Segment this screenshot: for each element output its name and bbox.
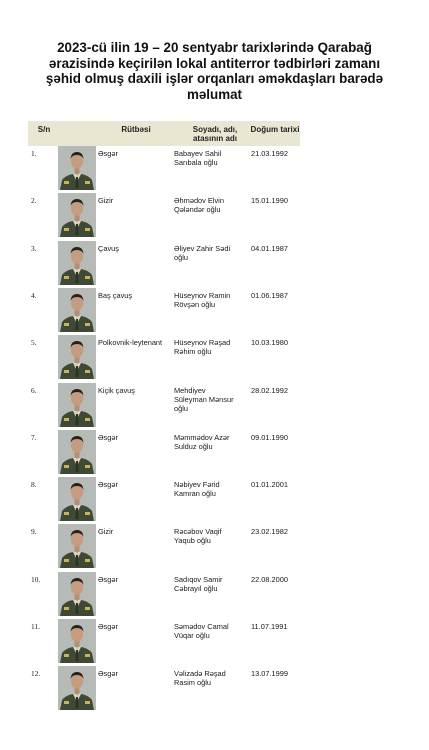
name-line: Rasim oğlu bbox=[174, 678, 211, 688]
name-line: Rövşən oğlu bbox=[174, 299, 216, 309]
table-header bbox=[28, 121, 300, 146]
full-name bbox=[174, 433, 229, 451]
serial-number: 4. bbox=[31, 290, 37, 300]
serial-number: 2. bbox=[31, 196, 37, 206]
serial-number: 1. bbox=[31, 149, 37, 158]
birth-date: 13.07.1999 bbox=[251, 669, 288, 679]
name-line: Qələndər oğlu bbox=[174, 205, 221, 215]
rank: Əsgər bbox=[98, 574, 118, 584]
table-row bbox=[28, 336, 300, 382]
name-line: Vəlizadə Rəşad bbox=[174, 669, 226, 679]
full-name bbox=[174, 386, 234, 413]
name-line: Kamran oğlu bbox=[174, 489, 216, 499]
portrait-photo bbox=[58, 477, 96, 521]
serial-number: 12. bbox=[31, 669, 41, 679]
name-line: Hüseynov Ramin bbox=[174, 290, 231, 300]
portrait-photo bbox=[58, 241, 96, 285]
rank: Gizir bbox=[98, 527, 114, 537]
table-row bbox=[28, 667, 300, 713]
name-line: Mehdiyev bbox=[174, 385, 206, 395]
title-line: 2023-cü ilin 19 – 20 sentyabr tarixlərində Qarabağ bbox=[57, 40, 372, 55]
table-row bbox=[28, 525, 300, 571]
rank: Çavuş bbox=[98, 243, 119, 253]
name-line: Səmədov Camal bbox=[174, 622, 229, 631]
title-line: ərazisində keçirilən lokal antiterror tədbirləri zamanı bbox=[48, 55, 381, 71]
full-name bbox=[174, 622, 229, 640]
full-name bbox=[174, 527, 222, 545]
serial-number: 7. bbox=[31, 432, 37, 442]
rank: Kiçik çavuş bbox=[98, 385, 135, 395]
name-line: Sadıqov Samir bbox=[174, 574, 223, 584]
header-rank: Rütbəsi bbox=[121, 125, 151, 134]
table-row bbox=[28, 620, 300, 666]
title-line: şəhid olmuş daxili işlər orqanları əməkdaşları barədə bbox=[45, 71, 384, 86]
header-serial-number: S/n bbox=[37, 125, 51, 134]
full-name bbox=[174, 575, 222, 593]
birth-date: 01.06.1987 bbox=[251, 290, 288, 300]
rank: Əsgər bbox=[98, 622, 118, 631]
birth-date: 21.03.1992 bbox=[251, 149, 288, 158]
portrait-photo bbox=[58, 193, 96, 237]
table-row bbox=[28, 194, 300, 240]
table-row bbox=[28, 431, 300, 477]
serial-number: 6. bbox=[31, 385, 37, 395]
portrait-photo bbox=[58, 524, 96, 568]
portrait-photo bbox=[58, 383, 96, 427]
serial-number: 11. bbox=[31, 622, 40, 631]
name-line: Sulduz oğlu bbox=[174, 441, 213, 451]
full-name bbox=[174, 291, 230, 309]
portrait-photo bbox=[58, 666, 96, 710]
portrait-photo bbox=[58, 619, 96, 663]
name-line: oğlu bbox=[174, 252, 188, 262]
serial-number: 3. bbox=[31, 243, 37, 253]
table-row bbox=[28, 478, 300, 524]
name-line: Rəcəbov Vaqif bbox=[174, 527, 222, 537]
birth-date: 10.03.1980 bbox=[251, 338, 288, 348]
document-title bbox=[20, 40, 409, 102]
birth-date: 22.08.2000 bbox=[251, 574, 288, 584]
birth-date: 01.01.2001 bbox=[251, 480, 288, 490]
name-line: Məmmədov Azər bbox=[174, 432, 230, 442]
name-line: Əliyev Zahir Sədi bbox=[174, 243, 231, 253]
name-line: Cəbrayıl oğlu bbox=[174, 583, 218, 593]
full-name bbox=[174, 244, 230, 262]
birth-date: 09.01.1990 bbox=[251, 432, 288, 442]
title-line: məlumat bbox=[186, 86, 243, 102]
full-name bbox=[174, 480, 220, 498]
name-line: Nəbiyev Fərid bbox=[174, 480, 220, 490]
header-full-name: Soyadı, adı, atasının adı bbox=[192, 125, 238, 143]
birth-date: 04.01.1987 bbox=[251, 243, 288, 253]
rank: Baş çavuş bbox=[98, 290, 133, 300]
name-line: oğlu bbox=[174, 403, 188, 413]
name-line: Süleyman Mənsur bbox=[174, 394, 234, 404]
table-row bbox=[28, 573, 300, 619]
rank: Əsgər bbox=[98, 480, 118, 490]
birth-date: 23.02.1982 bbox=[251, 527, 288, 537]
table-row bbox=[28, 242, 300, 288]
name-line: Hüseynov Rəşad bbox=[174, 338, 231, 348]
portrait-photo bbox=[58, 430, 96, 474]
name-line: Əhmədov Elvin bbox=[174, 196, 224, 206]
serial-number: 9. bbox=[31, 527, 37, 537]
name-line: Babayev Sahil bbox=[174, 149, 222, 158]
rank: Əsgər bbox=[98, 432, 118, 442]
full-name bbox=[174, 149, 221, 167]
birth-date: 28.02.1992 bbox=[251, 385, 288, 395]
portrait-photo bbox=[58, 335, 96, 379]
name-line: Rəhim oğlu bbox=[174, 347, 212, 357]
serial-number: 10. bbox=[31, 574, 41, 584]
rank: Əsgər bbox=[98, 149, 118, 158]
rank: Əsgər bbox=[98, 669, 118, 679]
full-name bbox=[174, 669, 226, 687]
table-row bbox=[28, 384, 300, 430]
birth-date: 11.07.1991 bbox=[251, 622, 288, 631]
name-line: Yaqub oğlu bbox=[174, 536, 211, 546]
full-name bbox=[174, 196, 224, 214]
full-name bbox=[174, 338, 230, 356]
serial-number: 8. bbox=[31, 480, 37, 490]
table-row bbox=[28, 289, 300, 335]
portrait-photo bbox=[58, 572, 96, 616]
name-line: Vüqar oğlu bbox=[174, 631, 210, 640]
table-row bbox=[28, 147, 300, 193]
serial-number: 5. bbox=[31, 338, 37, 348]
name-line: Sarıbala oğlu bbox=[174, 158, 218, 167]
rank: Polkovnik-leytenant bbox=[98, 338, 163, 348]
birth-date: 15.01.1990 bbox=[251, 196, 288, 206]
portrait-photo bbox=[58, 288, 96, 332]
rank: Gizir bbox=[98, 196, 114, 206]
portrait-photo bbox=[58, 146, 96, 190]
header-birth-date: Doğum tarixi bbox=[250, 125, 300, 134]
